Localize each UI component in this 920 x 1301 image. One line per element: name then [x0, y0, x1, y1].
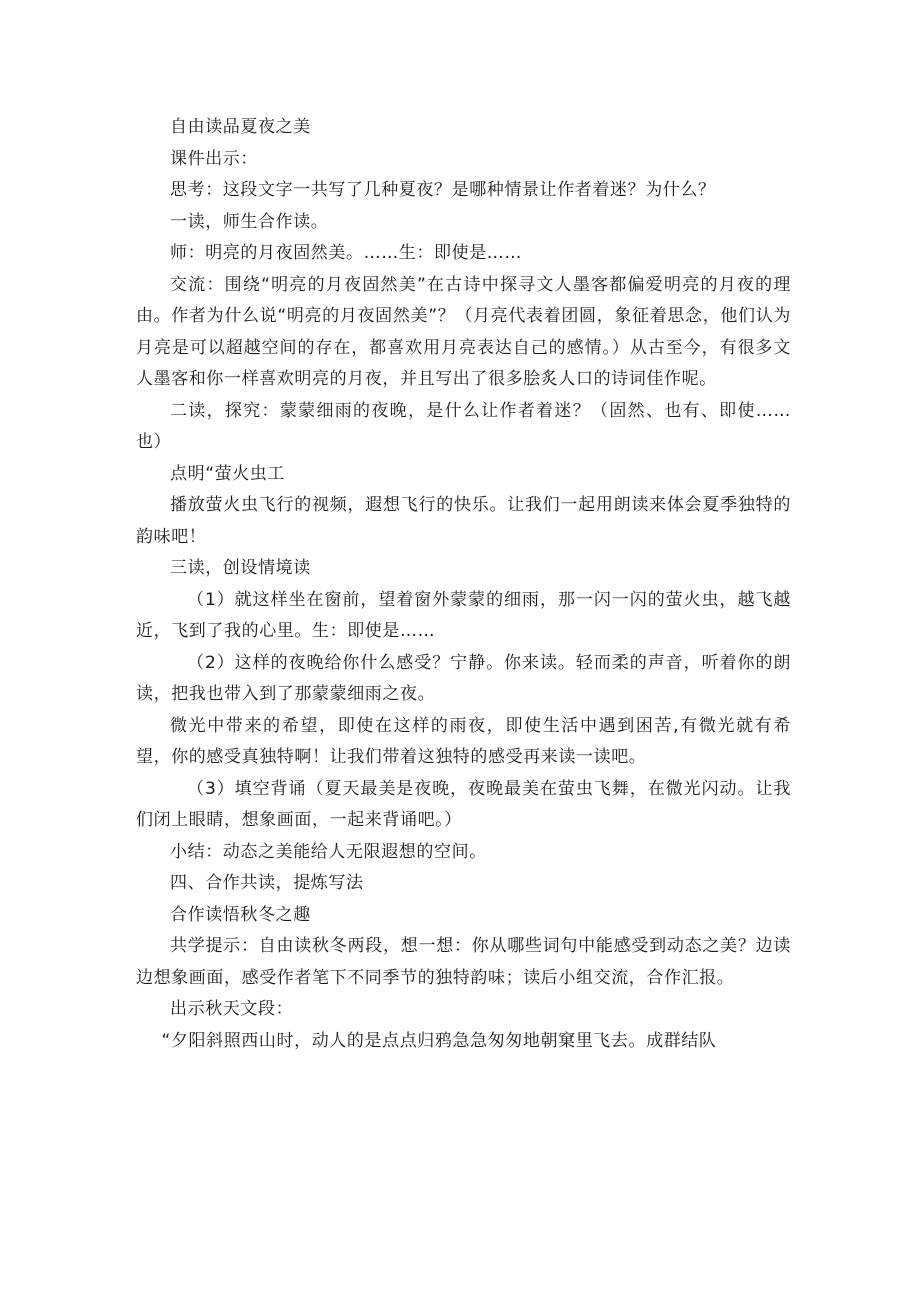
paragraph-study-tips: 共学提示：自由读秋冬两段，想一想：你从哪些词句中能感受到动态之美？边读边想象画面，感受作者笔下不同季节的独特韵味；读后小组交流，合作汇报。 — [136, 936, 791, 988]
paragraph-firefly-point: 点明“萤火虫工 — [170, 463, 286, 484]
paragraph-autumn-quote: “夕阳斜照西山时，动人的是点点归鸦急急匆匆地朝窠里飞去。成群结队 — [161, 1030, 717, 1051]
paragraph-step-2: （2）这样的夜晚给你什么感受？宁静。你来读。轻而柔的声音，听着你的朗读，把我也带入到了那蒙蒙细雨之夜。 — [136, 652, 791, 704]
paragraph-first-read: 一读，师生合作读。 — [170, 211, 329, 232]
paragraph-second-read: 二读，探究：蒙蒙细雨的夜晚，是什么让作者着迷？（固然、也有、即使……也） — [136, 400, 791, 452]
paragraph-section-four: 四、合作共读，提炼写法 — [170, 873, 364, 893]
paragraph-autumn-winter: 合作读悟秋冬之趣 — [170, 904, 311, 925]
paragraph-courseware-show: 课件出示： — [170, 148, 258, 169]
paragraph-step-1: （1）就这样坐在窗前，望着窗外蒙蒙的细雨，那一闪一闪的萤火虫，越飞越近，飞到了我的心里。生：即使是…… — [136, 589, 791, 641]
paragraph-firefly-video: 播放萤火虫飞行的视频，遐想飞行的快乐。让我们一起用朗读来体会夏季独特的韵味吧！ — [136, 495, 791, 547]
paragraph-step-3: （3）填空背诵（夏天最美是夜晚，夜晚最美在萤虫飞舞，在微光闪动。让我们闭上眼睛，想象画面，一起来背诵吧。） — [136, 778, 791, 830]
paragraph-show-autumn: 出示秋天文段： — [170, 999, 294, 1019]
paragraph-teacher-student: 师：明亮的月夜固然美。……生：即使是…… — [170, 243, 522, 263]
paragraph-summary: 小结：动态之美能给人无限遐想的空间。 — [170, 841, 487, 862]
document-body — [136, 112, 791, 1057]
paragraph-heading-summer-night: 自由读品夏夜之美 — [170, 117, 311, 137]
paragraph-exchange-moonlight: 交流：围绕“明亮的月夜固然美”在古诗中探寻文人墨客都偏爱明亮的月夜的理由。作者为什么说“明亮的月夜固然美”？（月亮代表着团圆，象征着思念，他们认为月亮是可以超越空间的存在，都喜欢用月亮表达自己的感情。）从古至今，有很多文人墨客和你一样喜欢明亮的月夜，并且写出了很多脍炙人口的诗词佳作呢。 — [136, 274, 791, 389]
paragraph-hope: 微光中带来的希望，即使在这样的雨夜，即使生活中遇到困苦,有微光就有希望，你的感受真独特啊！让我们带着这独特的感受再来读一读吧。 — [136, 715, 791, 767]
paragraph-third-read: 三读，创设情境读 — [170, 558, 311, 578]
paragraph-think-question: 思考：这段文字一共写了几种夏夜？是哪种情景让作者着迷？为什么？ — [170, 180, 716, 200]
